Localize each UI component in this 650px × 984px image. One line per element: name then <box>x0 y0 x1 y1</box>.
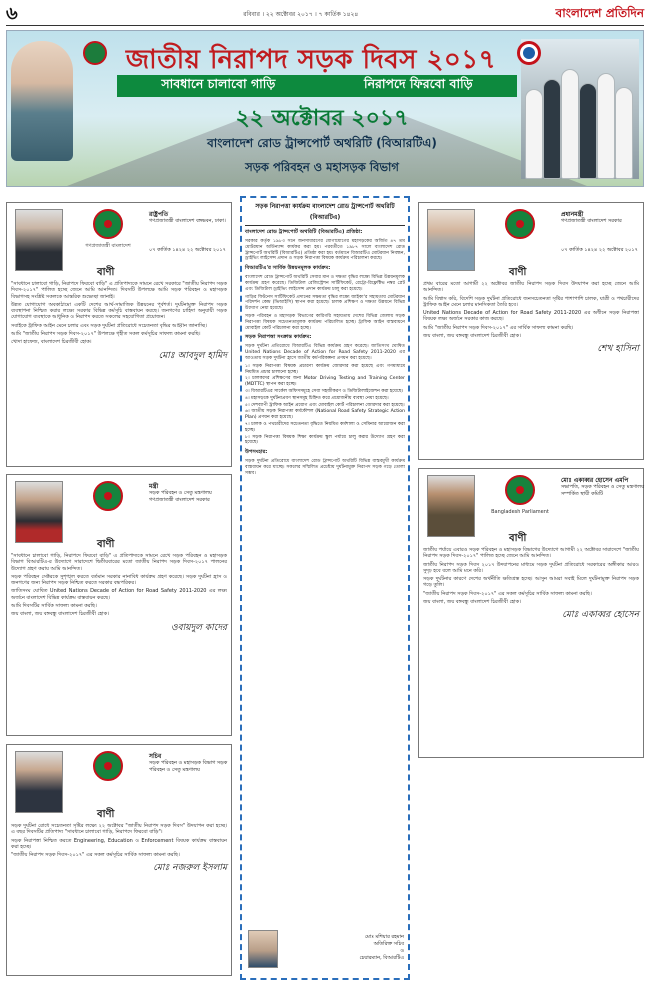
message-body <box>423 547 639 605</box>
seal-caption: Bangladesh Parliament <box>491 509 549 515</box>
role-block <box>561 211 645 225</box>
paragraph: প্রথম বারের মতো আগামী ২২ অক্টোবর জাতীয় নিরাপদ সড়ক দিবস উদযাপন করা হচ্ছে জেনে আমি আনন্দিত। <box>423 281 639 294</box>
paragraph: আমি দিবসটির সার্বিক সাফল্য কামনা করছি। <box>11 603 97 610</box>
paragraph: আমি "জাতীয় নিরাপদ সড়ক দিবস-২০১৭" উপলক্ষে গৃহীত সকল কর্মসূচির সাফল্য কামনা করছি। <box>11 331 201 338</box>
signoff-name: মোঃ মশিয়ার রহমান <box>365 934 404 940</box>
list-item: ৩। বিআরটিএর সার্কেল অফিসসমূহে সেবা সহজীকরণ ও ডিজিটালাইজেশন করা হয়েছে। <box>245 388 404 394</box>
message-title: বাণী <box>509 267 527 278</box>
paragraph: "জাতীয় নিরাপদ সড়ক দিবস-২০১৭" এর সকল কর্মসূচির সার্বিক সাফল্য কামনা করছি। <box>423 590 592 597</box>
message-date: ০৭ কার্তিক ১৪২৪ ২২ অক্টোবর ২০১৭ <box>561 247 638 253</box>
role-title: সচিব <box>149 753 162 760</box>
role-block <box>149 483 233 504</box>
paragraph: জয় বাংলা, জয় বঙ্গবন্ধু বাংলাদেশ চিরজীবী হোক। <box>11 611 109 618</box>
middle-article <box>240 196 410 980</box>
list-item: ৬। জাতীয় সড়ক নিরাপত্তা কর্মকৌশল (National Road Safety Strategic Action Plan) প্রণয়ন করা হয়েছে। <box>245 409 405 421</box>
list-item: ৫। দেশব্যাপী ট্রাফিক আইন প্রয়োগ এবং মোবাইল কোর্ট পরিচালনা জোরদার করা হয়েছে। <box>245 402 405 408</box>
list-item: ৪। মহাসড়কে দুর্ঘটনাপ্রবণ স্থানসমূহ চিহ্নিত করে প্রয়োজনীয় ব্যবস্থা নেয়া হয়েছে। <box>245 395 389 401</box>
brta-logo-icon <box>517 41 541 65</box>
state-seal-icon <box>93 209 123 239</box>
signoff-role: চেয়ারম্যান, বিআরটিএ <box>359 955 404 961</box>
state-seal-icon <box>93 481 123 511</box>
banner-division: সড়ক পরিবহন ও মহাসড়ক বিভাগ <box>245 160 399 174</box>
role-subtitle: গণপ্রজাতন্ত্রী বাংলাদেশ সরকার <box>561 218 622 224</box>
signature: মোঃ আবদুল হামিদ <box>158 350 227 361</box>
section-heading: বাংলাদেশ রোড ট্রান্সপোর্ট অথরিটি (বিআরটিএ) প্রতিষ্ঠা: <box>245 229 363 235</box>
president-message <box>6 202 232 467</box>
role-subtitle: সভাপতি, সড়ক পরিবহন ও সেতু মন্ত্রণালয় সম্পর্কিত স্থায়ী কমিটি <box>561 484 645 497</box>
paragraph: সড়ক দুর্ঘটনার কারণে দেশের অর্থনীতি ক্ষতিগ্রস্ত হচ্ছে। আসুন আমরা সবাই মিলে দুর্ঘটনামুক্ত নিরাপদ সড়ক গড়ে তুলি। <box>423 576 639 589</box>
paragraph: সড়ক দুর্ঘটনা প্রতিরোধে বাংলাদেশ রোড ট্রান্সপোর্ট অথরিটি বিভিন্ন বাস্তবমুখী কার্যক্রম বাস্তবায়ন করে যাচ্ছে। সকলের সম্মিলিত প্রচেষ্টায় দুর্ঘটনামুক্ত নিরাপদ সড়ক গড়ে তোলা সম্ভব। <box>245 459 405 476</box>
paragraph: সড়ক পরিবহন ও মহাসড়ক বিভাগের কারিগরি সহায়তায় দেশের বিভিন্ন জেলায় সড়ক নিরাপত্তা বিষয়ক সচেতনতামূলক কার্যক্রম পরিচালিত হচ্ছে। ট্রাফিক আইন বাস্তবায়নে মোবাইল কোর্ট পরিচালনা করা হচ্ছে। <box>245 313 405 331</box>
role-block <box>149 753 233 774</box>
paragraph: আমি "জাতীয় নিরাপদ সড়ক দিবস-২০১৭" এর সার্বিক সাফল্য কামনা করছি। <box>423 324 574 331</box>
signature: ওবায়দুল কাদের <box>170 622 227 633</box>
paragraph: "সাবধানে চালাবো গাড়ি, নিরাপদে ফিরবো বাড়ি" এ প্রতিপাদ্যকে সামনে রেখে সরকারে "জাতীয় নিরাপদ সড়ক দিবস-২০১৭" পালিত হচ্ছে জেনে আমি আনন্দিত। দিবসটি উপলক্ষে আমি সড়ক পরিবহন ও মহাসড়ক বিভাগসহ সংশ্লিষ্ট সকলকে আন্তরিক শুভেচ্ছা জানাই। <box>11 281 227 300</box>
list-item: ১। সড়ক নিরাপত্তা বিষয়ক প্রচারণা কার্যক্রম জোরদার করা হয়েছে এবং গণমাধ্যমে নিয়মিত প্রচার চালানো হচ্ছে। <box>245 363 405 375</box>
committee-chairman-message <box>418 468 644 758</box>
signature: মোঃ নজরুল ইসলাম <box>153 863 227 874</box>
message-date: ০৭ কার্তিক ১৪২৪ ২২ অক্টোবর ২০১৭ <box>149 247 226 253</box>
minister-photo <box>15 481 63 543</box>
parliament-seal-icon <box>505 475 535 505</box>
section-heading: বিআরটিএ'র সার্বিক উন্নয়নমূলক কার্যক্রম: <box>245 265 331 272</box>
banner-organization: বাংলাদেশ রোড ট্রান্সপোর্ট অথরিটি (বিআরটিএ) <box>207 136 437 150</box>
list-item: ২। চালকদের প্রশিক্ষণের জন্য Motor Driving Testing and Training Center (MDTTC) স্থাপন করা হচ্ছে। <box>245 376 405 388</box>
paragraph: আমি বিশ্বাস করি, বিদেশি সড়ক দুর্ঘটনা প্রতিরোধে জনসচেতনতা সৃষ্টির পাশাপাশি চালক, যাত্রী ও পথচারীদের ট্রাফিক আইন মেনে চলার মানসিকতা তৈরি হবে। <box>423 295 639 308</box>
state-seal-icon <box>93 751 123 781</box>
role-block <box>561 477 645 498</box>
message-title: বাণী <box>97 809 115 820</box>
paragraph: উন্নত যোগাযোগ অবকাঠামো একটি দেশের আর্থ-সামাজিক উন্নয়নের পূর্বশর্ত। দুর্ঘটনামুক্ত নিরাপদ সড়ক ব্যবস্থাপনা নিশ্চিত করার লক্ষ্যে সরকার বিভিন্ন কর্মসূচি বাস্তবায়ন করছে। জনগণের চাহিদা অনুযায়ী সড়ক যোগাযোগ ব্যবস্থাকে আধুনিক ও নিরাপদ করতে সকলের সহযোগিতা প্রয়োজন। <box>11 301 227 321</box>
paragraph: সবাইকে ট্রাফিক আইন মেনে চলার এবং সড়ক দুর্ঘটনা প্রতিরোধে সচেতনতা বৃদ্ধির আহ্বান জানাচ্ছি। <box>11 322 207 329</box>
role-subtitle: গণপ্রজাতন্ত্রী বাংলাদেশ বঙ্গভবন, ঢাকা। <box>149 218 226 224</box>
message-body <box>423 281 639 339</box>
president-photo <box>15 209 63 271</box>
paragraph: বাংলাদেশ রোড ট্রান্সপোর্ট অথরিটি সেবার মান ও দক্ষতা বৃদ্ধির লক্ষ্যে বিভিন্ন উন্নয়নমূলক কার্যক্রম গ্রহণ করেছে। ডিজিটাল রেজিস্ট্রেশন সার্টিফিকেট, রেট্রো-রিফ্লেক্টিভ নম্বর প্লেট এবং ডিজিটাল ড্রাইভিং লাইসেন্স প্রদান কার্যক্রম চালু করা হয়েছে। <box>245 275 405 292</box>
message-body <box>11 823 227 858</box>
pm-message <box>418 202 644 460</box>
paragraph: সরকার কর্তৃক ১৯৮৩ সনে জনসাধারণের যোগাযোগের মহাসড়কের অর্জিত ৪৭ তম মোটরযান অর্ডিন্যান্স কার্যকর করা হয়। পরবর্তীতে ১৯৮৭ সালে বাংলাদেশ রোড ট্রান্সপোর্ট অথরিটি (বিআরটিএ) প্রতিষ্ঠা করা হয়। বর্তমানে বিআরটিএ মোটরযান নিবন্ধন, ড্রাইভিং লাইসেন্স প্রদান ও সড়ক নিরাপত্তা বিষয়ক কার্যক্রম পরিচালনা করছে। <box>245 239 405 262</box>
secretary-photo <box>15 751 63 813</box>
article-body <box>245 229 405 362</box>
pm-photo <box>427 209 475 271</box>
paragraph: সড়ক পরিবহন সেক্টরকে সুশৃঙ্খল করতে বর্তমান সরকার নানাবিধ কার্যক্রম গ্রহণ করেছে। সড়ক দুর্ঘটনা হ্রাস ও জনগণের জন্য নিরাপদ সড়ক নিশ্চিত করতে সরকার বদ্ধপরিকর। <box>11 573 227 587</box>
state-seal-icon <box>505 209 535 239</box>
role-title: প্রধানমন্ত্রী <box>561 211 584 218</box>
banner-title: জাতীয় নিরাপদ সড়ক দিবস ২০১৭ <box>125 45 497 75</box>
paragraph: জয় বাংলা, জয় বঙ্গবন্ধু বাংলাদেশ চিরজীবী হোক। <box>423 333 521 340</box>
paragraph: সড়ক দুর্ঘটনা রোধে সচেতনতা সৃষ্টির লক্ষ্যে ২২ অক্টোবর "জাতীয় নিরাপদ সড়ক দিবস" উদযাপন করা হচ্ছে। এ বছর দিবসটির প্রতিপাদ্য "সাবধানে চালাবো গাড়ি, নিরাপদে ফিরবো বাড়ি"। <box>11 823 227 836</box>
list-item: ৭। চালক ও পথচারীদের সচেতনতা বৃদ্ধিতে নিয়মিত কর্মশালা ও সেমিনার আয়োজন করা হচ্ছে। <box>245 421 405 433</box>
chairman-photo <box>427 475 475 537</box>
role-subtitle: সড়ক পরিবহন ও সেতু মন্ত্রণালয় গণপ্রজাতন্ত্রী বাংলাদেশ সরকার <box>149 490 212 503</box>
role-title: মোঃ একাব্বর হোসেন এমপি <box>561 477 629 484</box>
signoff-text <box>294 934 404 962</box>
minister-message <box>6 474 232 736</box>
paragraph: গাড়ির ফিটনেস সার্টিফিকেট প্রদানের সক্ষমতা বৃদ্ধির লক্ষ্যে জাইকা'র সহায়তায় মোটরযান পরিদর্শন কেন্দ্র (ভিআইসি) স্থাপন করা হয়েছে। চালক প্রশিক্ষণ ও দক্ষতা উন্নয়নে বিভিন্ন উদ্যোগ নেয়া হয়েছে। <box>245 294 405 312</box>
signature: মোঃ একাব্বর হোসেন <box>562 610 639 621</box>
pm-portrait-image <box>11 41 73 161</box>
chairman-signoff <box>248 930 404 972</box>
campaign-banner <box>6 30 644 187</box>
seal-caption: গণপ্রজাতন্ত্রী বাংলাদেশ <box>85 243 131 249</box>
signature: শেখ হাসিনা <box>597 344 639 355</box>
bangladesh-emblem-icon <box>83 41 107 65</box>
paragraph: খোদা হাফেজ, বাংলাদেশ চিরজীবী হোক। <box>11 339 92 346</box>
paragraph: জাতিসংঘ ঘোষিত United Nations Decade of Action for Road Safety 2011-2020 এর লক্ষ্য অর্জনে বাংলাদেশ বিভিন্ন কার্যক্রম বাস্তবায়ন করছে। <box>11 588 227 601</box>
role-block <box>149 211 233 225</box>
paragraph: সড়ক নিরাপত্তা নিশ্চিত করতে Engineering, Education ও Enforcement বিষয়ক কার্যক্রম বাস্তবায়ন করা হচ্ছে। <box>11 837 227 850</box>
message-body <box>11 281 227 346</box>
article-heading: সড়ক নিরাপত্তা কার্যক্রম বাংলাদেশ রোড ট্রান্সপোর্ট অথরিটি (বিআরটিএ) <box>245 201 405 226</box>
section-heading: সড়ক নিরাপত্তা সংক্রান্ত কার্যক্রম: <box>245 334 312 341</box>
secretary-message <box>6 744 232 976</box>
role-title: মন্ত্রী <box>149 483 159 490</box>
paragraph: সড়ক দুর্ঘটনা প্রতিরোধে বিআরটিএ বিভিন্ন কার্যক্রম গ্রহণ করেছে। জাতিসংঘ ঘোষিত United Nations Decade of Action for Road Safety 2011-2020 এর আওতায় সড়ক দুর্ঘটনা হ্রাসে জাতীয় কর্মপরিকল্পনা প্রণয়ন করা হয়েছে। <box>245 344 405 361</box>
message-title: বাণী <box>97 267 115 278</box>
signoff-role: অতিরিক্ত সচিব <box>373 941 404 947</box>
conclusion <box>245 449 405 476</box>
date-line: রবিবার । ২২ অক্টোবর ২০১৭ । ৭ কার্তিক ১৪২৪ <box>243 11 359 18</box>
list-item: ৮। সড়ক নিরাপত্তা বিষয়ক শিক্ষা কার্যক্রম স্কুল পর্যায়ে চালু করার উদ্যোগ গ্রহণ করা হয়েছে। <box>245 434 405 446</box>
slogan-bar <box>117 75 517 97</box>
slogan-right: নিরাপদে ফিরবো বাড়ি <box>364 76 473 91</box>
signoff-role: ও <box>400 948 404 954</box>
role-title: রাষ্ট্রপতি <box>149 211 169 218</box>
action-list <box>245 364 405 446</box>
newspaper-name: বাংলাদেশ প্রতিদিন <box>555 5 644 20</box>
paragraph: জাতীয় নিরাপদ সড়ক দিবস ২০১৭ উদযাপনের মাধ্যমে সড়ক দুর্ঘটনা প্রতিরোধে সরকারের অঙ্গীকার আরও সুদৃঢ় হবে বলে আমি মনে করি। <box>423 561 639 574</box>
section-heading: উপসংহার: <box>245 449 268 456</box>
paragraph: "সাবধানে চালাবো গাড়ি, নিরাপদে ফিরবো বাড়ি" এ প্রতিপাদ্যকে সামনে রেখে সড়ক পরিবহন ও মহাসড়ক বিভাগ বিআরটিএ-র উদ্যোগে সারাদেশে দ্বিতীয়বারের মতো জাতীয় নিরাপদ সড়ক দিবস-২০১৭ পালনের উদ্যোগ গ্রহণ করায় আমি আনন্দিত। <box>11 553 227 572</box>
banner-date: ২২ অক্টোবর ২০১৭ <box>235 105 409 131</box>
paragraph: জাতীয় পর্যায়ে এবারও সড়ক পরিবহন ও মহাসড়ক বিভাগের উদ্যোগে আগামী ২২ অক্টোবর সারাদেশে "জাতীয় নিরাপদ সড়ক দিবস-২০১৭" পালিত হচ্ছে জেনে আমি আনন্দিত। <box>423 547 639 560</box>
paragraph: "জাতীয় নিরাপদ সড়ক দিবস-২০১৭" এর সকল কর্মসূচির সার্বিক সাফল্য কামনা করছি। <box>11 852 180 859</box>
page-number: ৬ <box>6 3 18 24</box>
message-title: বাণী <box>509 533 527 544</box>
message-body <box>11 553 227 618</box>
message-title: বাণী <box>97 539 115 550</box>
paragraph: United Nations Decade of Action for Road Safety 2011-2020 এর অধীনে সড়ক নিরাপত্তা বিষয়ক লক্ষ্য অর্জনে সরকার কাজ করছে। <box>423 310 639 323</box>
chairman-photo <box>248 930 278 968</box>
role-subtitle: সড়ক পরিবহন ও মহাসড়ক বিভাগ সড়ক পরিবহন ও সেতু মন্ত্রণালয় <box>149 760 228 773</box>
page-header <box>6 4 644 26</box>
paragraph: জয় বাংলা, জয় বঙ্গবন্ধু বাংলাদেশ চিরজীবী হোক। <box>423 599 521 606</box>
slogan-left: সাবধানে চালাবো গাড়ি <box>161 76 276 91</box>
